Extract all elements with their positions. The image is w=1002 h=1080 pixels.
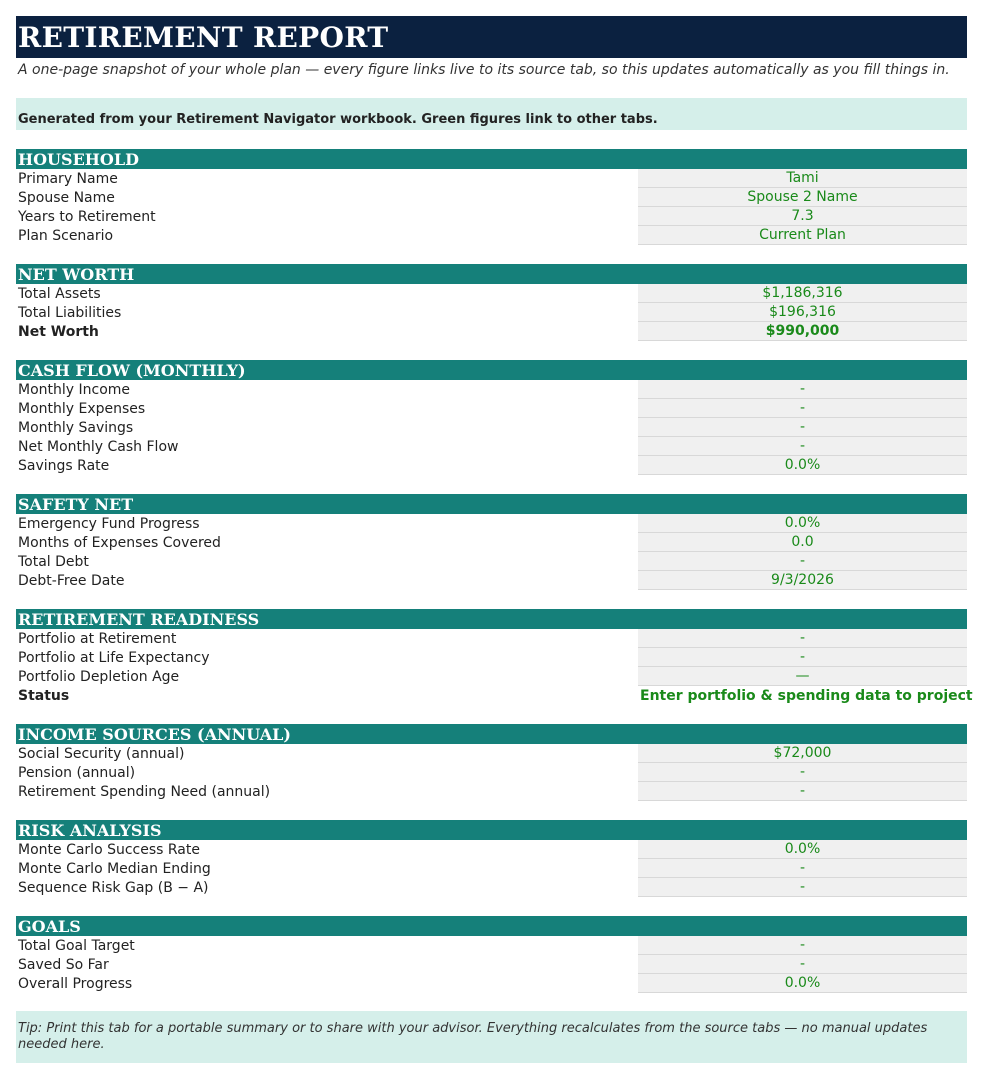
report-row — [16, 667, 967, 686]
report-row — [16, 207, 967, 226]
report-row — [16, 303, 967, 322]
report-row — [16, 514, 967, 533]
report-row — [16, 226, 967, 245]
report-row — [16, 686, 973, 705]
report-row — [16, 456, 967, 475]
section-goals — [16, 916, 967, 993]
report-row — [16, 552, 967, 571]
report-row — [16, 399, 967, 418]
sequence-risk-gap-cell[interactable]: - — [638, 878, 967, 897]
row-label: Spouse Name — [18, 189, 115, 206]
total-assets-cell[interactable]: $1,186,316 — [638, 284, 967, 303]
report-row — [16, 437, 967, 456]
row-label: Plan Scenario — [18, 227, 114, 244]
report-row — [16, 782, 967, 801]
section-header — [16, 149, 967, 169]
net-worth-cell[interactable]: $990,000 — [638, 322, 967, 341]
row-label: Monte Carlo Median Ending — [18, 860, 211, 877]
monthly-expenses-cell[interactable]: - — [638, 399, 967, 418]
section-title: CASH FLOW (MONTHLY) — [18, 360, 246, 380]
section-title: RISK ANALYSIS — [18, 820, 162, 840]
spending-need-cell[interactable]: - — [638, 782, 967, 801]
plan-scenario-cell[interactable]: Current Plan — [638, 226, 967, 245]
section-risk-analysis — [16, 820, 967, 897]
row-label: Sequence Risk Gap (B − A) — [18, 879, 209, 896]
monthly-savings-cell[interactable]: - — [638, 418, 967, 437]
status-cell[interactable]: Enter portfolio & spending data to project — [640, 687, 973, 704]
row-label: Monthly Savings — [18, 419, 134, 436]
report-row — [16, 571, 967, 590]
row-label: Net Monthly Cash Flow — [18, 438, 179, 455]
debt-free-date-cell[interactable]: 9/3/2026 — [638, 571, 967, 590]
spouse-name-cell[interactable]: Spouse 2 Name — [638, 188, 967, 207]
section-header — [16, 609, 967, 629]
social-security-cell[interactable]: $72,000 — [638, 744, 967, 763]
row-label: Monthly Expenses — [18, 400, 146, 417]
row-label: Years to Retirement — [18, 208, 156, 225]
portfolio-depletion-age-cell[interactable]: — — [638, 667, 967, 686]
row-label: Net Worth — [18, 323, 99, 340]
section-household — [16, 149, 967, 245]
portfolio-at-life-expectancy-cell[interactable]: - — [638, 648, 967, 667]
row-label: Emergency Fund Progress — [18, 515, 200, 532]
section-title: SAFETY NET — [18, 494, 134, 514]
report-title: RETIREMENT REPORT — [18, 20, 389, 54]
section-title: NET WORTH — [18, 264, 135, 284]
row-label: Debt-Free Date — [18, 572, 125, 589]
section-header — [16, 820, 967, 840]
row-label: Saved So Far — [18, 956, 109, 973]
years-to-retirement-cell[interactable]: 7.3 — [638, 207, 967, 226]
banner-text: Generated from your Retirement Navigator workbook. Green figures link to other tabs. — [18, 111, 658, 127]
report-row — [16, 533, 967, 552]
report-row — [16, 322, 967, 341]
row-label: Overall Progress — [18, 975, 133, 992]
row-label: Monte Carlo Success Rate — [18, 841, 200, 858]
report-sheet — [16, 16, 973, 993]
report-row — [16, 648, 967, 667]
emergency-fund-progress-cell[interactable]: 0.0% — [638, 514, 967, 533]
monte-carlo-median-cell[interactable]: - — [638, 859, 967, 878]
report-row — [16, 380, 967, 399]
report-row — [16, 284, 967, 303]
row-label: Portfolio Depletion Age — [18, 668, 180, 685]
report-subtitle: A one-page snapshot of your whole plan — every figure links live to its source tab, so this updates automatically as you fill things in. — [18, 62, 950, 78]
section-header — [16, 494, 967, 514]
section-safety-net — [16, 494, 967, 590]
monthly-income-cell[interactable]: - — [638, 380, 967, 399]
row-label: Social Security (annual) — [18, 745, 185, 762]
section-net-worth — [16, 264, 967, 341]
section-header — [16, 724, 967, 744]
report-row — [16, 763, 967, 782]
row-label: Total Goal Target — [18, 937, 135, 954]
report-row — [16, 840, 967, 859]
section-header — [16, 916, 967, 936]
report-row — [16, 744, 967, 763]
section-title: HOUSEHOLD — [18, 149, 139, 169]
row-label: Total Liabilities — [18, 304, 122, 321]
row-label: Status — [18, 687, 70, 704]
row-label: Monthly Income — [18, 381, 131, 398]
section-title: INCOME SOURCES (ANNUAL) — [18, 724, 291, 744]
row-label: Portfolio at Retirement — [18, 630, 177, 647]
section-title: RETIREMENT READINESS — [18, 609, 260, 629]
monte-carlo-success-cell[interactable]: 0.0% — [638, 840, 967, 859]
pension-cell[interactable]: - — [638, 763, 967, 782]
overall-progress-cell[interactable]: 0.0% — [638, 974, 967, 993]
section-header — [16, 264, 967, 284]
primary-name-cell[interactable]: Tami — [638, 169, 967, 188]
report-row — [16, 169, 967, 188]
row-label: Total Debt — [18, 553, 89, 570]
report-row — [16, 936, 967, 955]
section-retirement-readiness — [16, 609, 973, 705]
report-row — [16, 629, 967, 648]
report-row — [16, 878, 967, 897]
total-liabilities-cell[interactable]: $196,316 — [638, 303, 967, 322]
row-label: Portfolio at Life Expectancy — [18, 649, 210, 666]
row-label: Total Assets — [18, 285, 101, 302]
section-cash-flow — [16, 360, 967, 475]
section-title: GOALS — [18, 916, 81, 936]
report-row — [16, 974, 967, 993]
report-row — [16, 955, 967, 974]
months-covered-cell[interactable]: 0.0 — [638, 533, 967, 552]
row-label: Retirement Spending Need (annual) — [18, 783, 271, 800]
title-bar — [16, 16, 967, 58]
saved-so-far-cell[interactable]: - — [638, 955, 967, 974]
total-debt-cell[interactable]: - — [638, 552, 967, 571]
section-income-sources — [16, 724, 967, 801]
row-label: Pension (annual) — [18, 764, 136, 781]
total-goal-target-cell[interactable]: - — [638, 936, 967, 955]
portfolio-at-retirement-cell[interactable]: - — [638, 629, 967, 648]
section-header — [16, 360, 967, 380]
report-row — [16, 188, 967, 207]
row-label: Primary Name — [18, 170, 118, 187]
report-row — [16, 418, 967, 437]
row-label: Savings Rate — [18, 457, 110, 474]
net-monthly-cash-flow-cell[interactable]: - — [638, 437, 967, 456]
tip-note: Tip: Print this tab for a portable summary or to share with your advisor. Everything recalculates from the source tabs — no manual updates needed here. — [16, 1011, 967, 1063]
report-row — [16, 859, 967, 878]
row-label: Months of Expenses Covered — [18, 534, 221, 551]
savings-rate-cell[interactable]: 0.0% — [638, 456, 967, 475]
info-banner — [16, 98, 967, 130]
